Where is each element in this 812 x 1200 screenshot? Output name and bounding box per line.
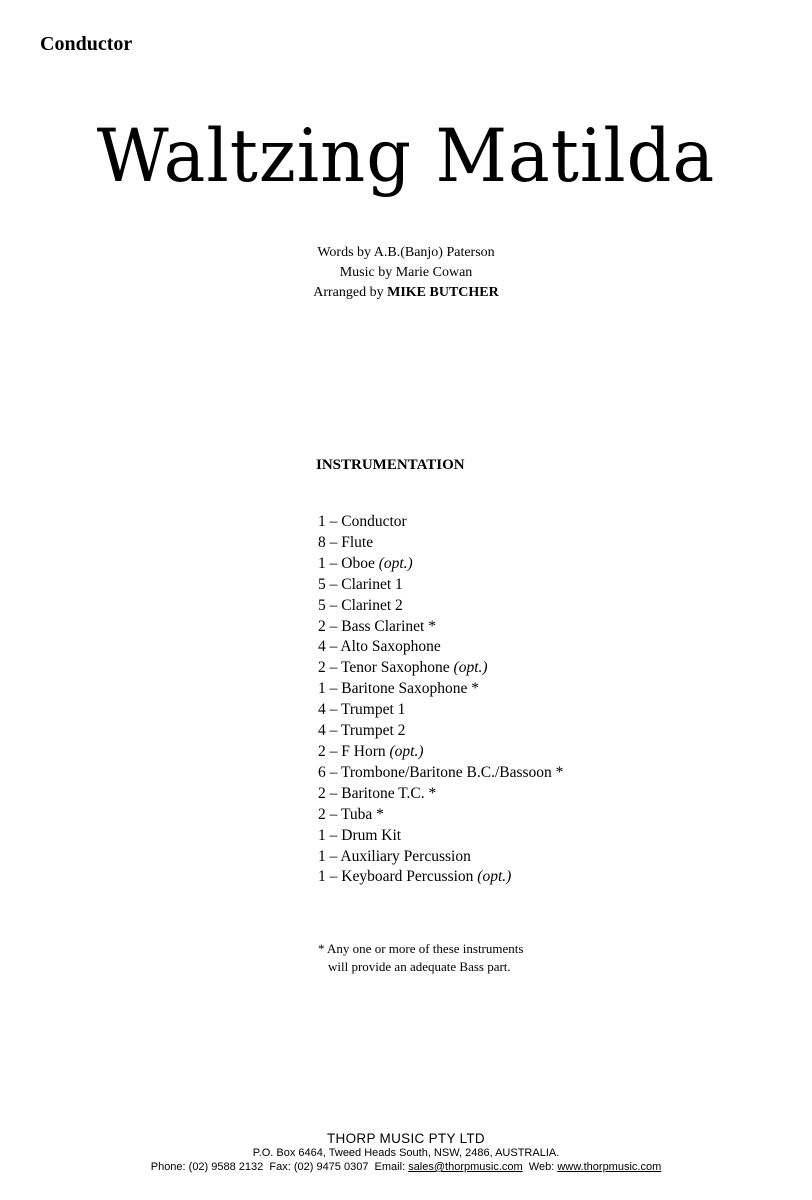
optional-note: (opt.) <box>453 659 488 677</box>
publisher-name: THORP MUSIC PTY LTD <box>327 1131 485 1146</box>
instrument-item <box>318 784 563 805</box>
credits <box>0 243 812 303</box>
instrument-item <box>318 637 563 658</box>
publisher-contact <box>0 1160 812 1174</box>
arranger-credit <box>0 283 812 303</box>
instrument-item <box>318 658 563 679</box>
page-title: Waltzing Matilda <box>96 112 716 200</box>
part-label: Conductor <box>40 33 133 55</box>
instrument-text: 1 – Auxiliary Percussion <box>318 847 471 865</box>
footnote-line-2: will provide an adequate Bass part. <box>328 959 511 974</box>
instrument-item <box>318 763 563 784</box>
instrument-item <box>318 575 563 596</box>
instrument-text: 1 – Conductor <box>318 513 407 530</box>
instrument-item <box>318 596 563 617</box>
optional-note: (opt.) <box>389 742 424 760</box>
publisher-footer <box>0 1131 812 1174</box>
instrument-item <box>318 679 563 700</box>
instrumentation-list <box>318 512 563 888</box>
publisher-address: P.O. Box 6464, Tweed Heads South, NSW, 2486, AUSTRALIA. <box>252 1147 560 1159</box>
instrument-item <box>318 554 563 575</box>
music-credit: Music by Marie Cowan <box>339 265 473 280</box>
arranger-name: MIKE BUTCHER <box>387 285 499 300</box>
optional-note: (opt.) <box>477 868 512 886</box>
instrument-item <box>318 617 563 638</box>
instrument-item <box>318 826 563 847</box>
instrument-text: 4 – Trumpet 1 <box>318 701 406 719</box>
instrument-text: 2 – Bass Clarinet * <box>318 617 436 635</box>
instrument-text: 1 – Baritone Saxophone * <box>318 680 480 698</box>
web-label: Web: <box>522 1161 558 1173</box>
instrument-item <box>318 742 563 763</box>
instrument-text: 2 – Baritone T.C. * <box>318 784 437 802</box>
instrument-item <box>318 721 563 742</box>
email-link[interactable]: sales@thorpmusic.com <box>408 1161 523 1173</box>
instrument-item <box>318 805 563 826</box>
instrument-item <box>318 700 563 721</box>
optional-note: (opt.) <box>378 554 413 572</box>
words-credit: Words by A.B.(Banjo) Paterson <box>317 245 495 260</box>
arranged-by-label: Arranged by <box>313 285 384 300</box>
instrument-text: 5 – Clarinet 1 <box>318 575 403 593</box>
instrument-item <box>318 533 563 554</box>
instrument-item <box>318 512 563 533</box>
footnote-line-1: * Any one or more of these instruments <box>318 941 524 956</box>
instrument-text: 1 – Oboe <box>318 554 375 572</box>
instrument-text: 2 – F Horn <box>318 742 386 760</box>
instrument-text: 5 – Clarinet 2 <box>318 596 403 614</box>
instrumentation-heading: INSTRUMENTATION <box>316 457 465 473</box>
bass-footnote <box>318 940 523 976</box>
instrument-text: 1 – Drum Kit <box>318 826 402 844</box>
instrument-text: 6 – Trombone/Baritone B.C./Bassoon * <box>318 763 564 781</box>
instrument-text: 2 – Tenor Saxophone <box>318 659 450 677</box>
phone-fax-text: Phone: (02) 9588 2132 Fax: (02) 9475 0307 Email: <box>150 1161 409 1173</box>
instrument-text: 2 – Tuba * <box>318 805 384 823</box>
instrument-text: 1 – Keyboard Percussion <box>318 868 474 886</box>
instrument-text: 4 – Alto Saxophone <box>318 638 441 656</box>
instrument-item <box>318 867 563 888</box>
website-link[interactable]: www.thorpmusic.com <box>557 1161 662 1173</box>
instrument-item <box>318 847 563 868</box>
instrument-text: 4 – Trumpet 2 <box>318 722 406 740</box>
instrument-text: 8 – Flute <box>318 533 374 551</box>
